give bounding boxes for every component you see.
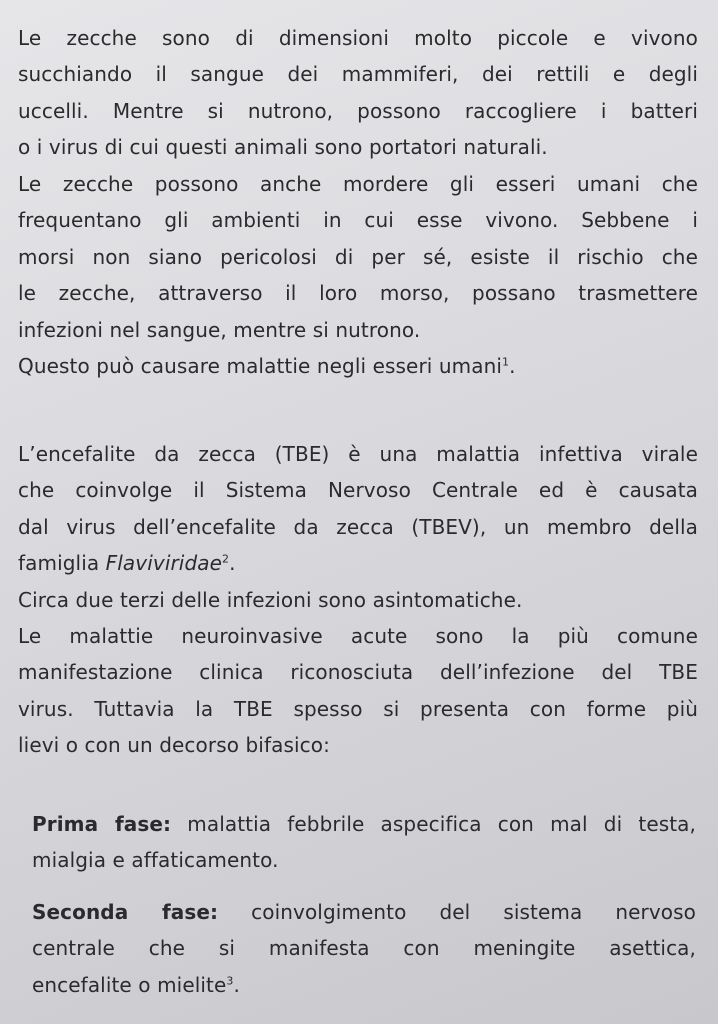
text-line xyxy=(18,348,698,384)
paragraph-phase-one xyxy=(32,806,696,879)
text-segment: coinvolgimento del sistema nervoso xyxy=(218,900,696,924)
text-line: centrale che si manifesta con meningite asettica, xyxy=(32,936,696,961)
text-line: infezioni nel sangue, mentre si nutrono. xyxy=(18,317,421,342)
phase-label: Prima fase: xyxy=(32,812,172,836)
paragraph-clinical xyxy=(18,618,698,764)
text-segment: . xyxy=(229,551,236,576)
text-line: dal virus dell’encefalite da zecca (TBEV), un membro della xyxy=(18,514,698,539)
text-line: uccelli. Mentre si nutrono, possono raccogliere i batteri xyxy=(18,98,698,123)
text-segment: Questo può causare malattie negli esseri umani xyxy=(18,354,503,378)
footnote-ref: 2 xyxy=(222,552,230,566)
text-line: manifestazione clinica riconosciuta dell’infezione del TBE xyxy=(18,660,698,685)
paragraph-ticks-intro xyxy=(18,20,698,166)
text-line: morsi non siano pericolosi di per sé, esiste il rischio che xyxy=(18,244,698,269)
paragraph-tbe-definition xyxy=(18,436,698,582)
text-line: L’encefalite da zecca (TBE) è una malattia infettiva virale xyxy=(18,442,698,466)
text-line: Le zecche possono anche mordere gli esseri umani che xyxy=(18,172,698,196)
text-line: frequentano gli ambienti in cui esse vivono. Sebbene i xyxy=(18,208,698,233)
text-line: Circa due terzi delle infezioni sono asintomatiche. xyxy=(18,588,523,612)
paragraph-phase-two xyxy=(32,894,696,1003)
text-line: virus. Tuttavia la TBE spesso si presenta con forme più xyxy=(18,696,698,721)
text-line: che coinvolge il Sistema Nervoso Centrale ed è causata xyxy=(18,478,698,503)
text-segment: encefalite o mielite xyxy=(32,972,227,997)
italic-term: Flaviviridae xyxy=(105,551,223,576)
text-line xyxy=(32,806,696,842)
paragraph-disease-risk xyxy=(18,348,698,384)
text-line xyxy=(32,894,696,930)
text-line: Le malattie neuroinvasive acute sono la più comune xyxy=(18,624,698,648)
text-line: Le zecche sono di dimensioni molto piccole e vivono xyxy=(18,26,698,50)
text-line: succhiando il sangue dei mammiferi, dei rettili e degli xyxy=(18,62,698,87)
text-segment: malattia febbrile aspecifica con mal di testa, xyxy=(171,812,696,836)
footnote-ref: 3 xyxy=(226,974,234,988)
footnote-ref: 1 xyxy=(502,355,510,369)
phase-label: Seconda fase: xyxy=(32,900,219,924)
text-line: lievi o con un decorso bifasico: xyxy=(18,733,330,758)
text-segment: . xyxy=(233,972,240,997)
text-line xyxy=(32,967,696,1003)
text-line: o i virus di cui questi animali sono portatori naturali. xyxy=(18,135,548,160)
text-segment: . xyxy=(509,354,516,378)
text-line: mialgia e affaticamento. xyxy=(32,848,279,873)
paragraph-asymptomatic xyxy=(18,582,698,618)
text-segment: famiglia xyxy=(18,551,106,576)
text-line xyxy=(18,545,698,581)
paragraph-ticks-humans xyxy=(18,166,698,348)
text-line: le zecche, attraverso il loro morso, possano trasmettere xyxy=(18,281,698,306)
